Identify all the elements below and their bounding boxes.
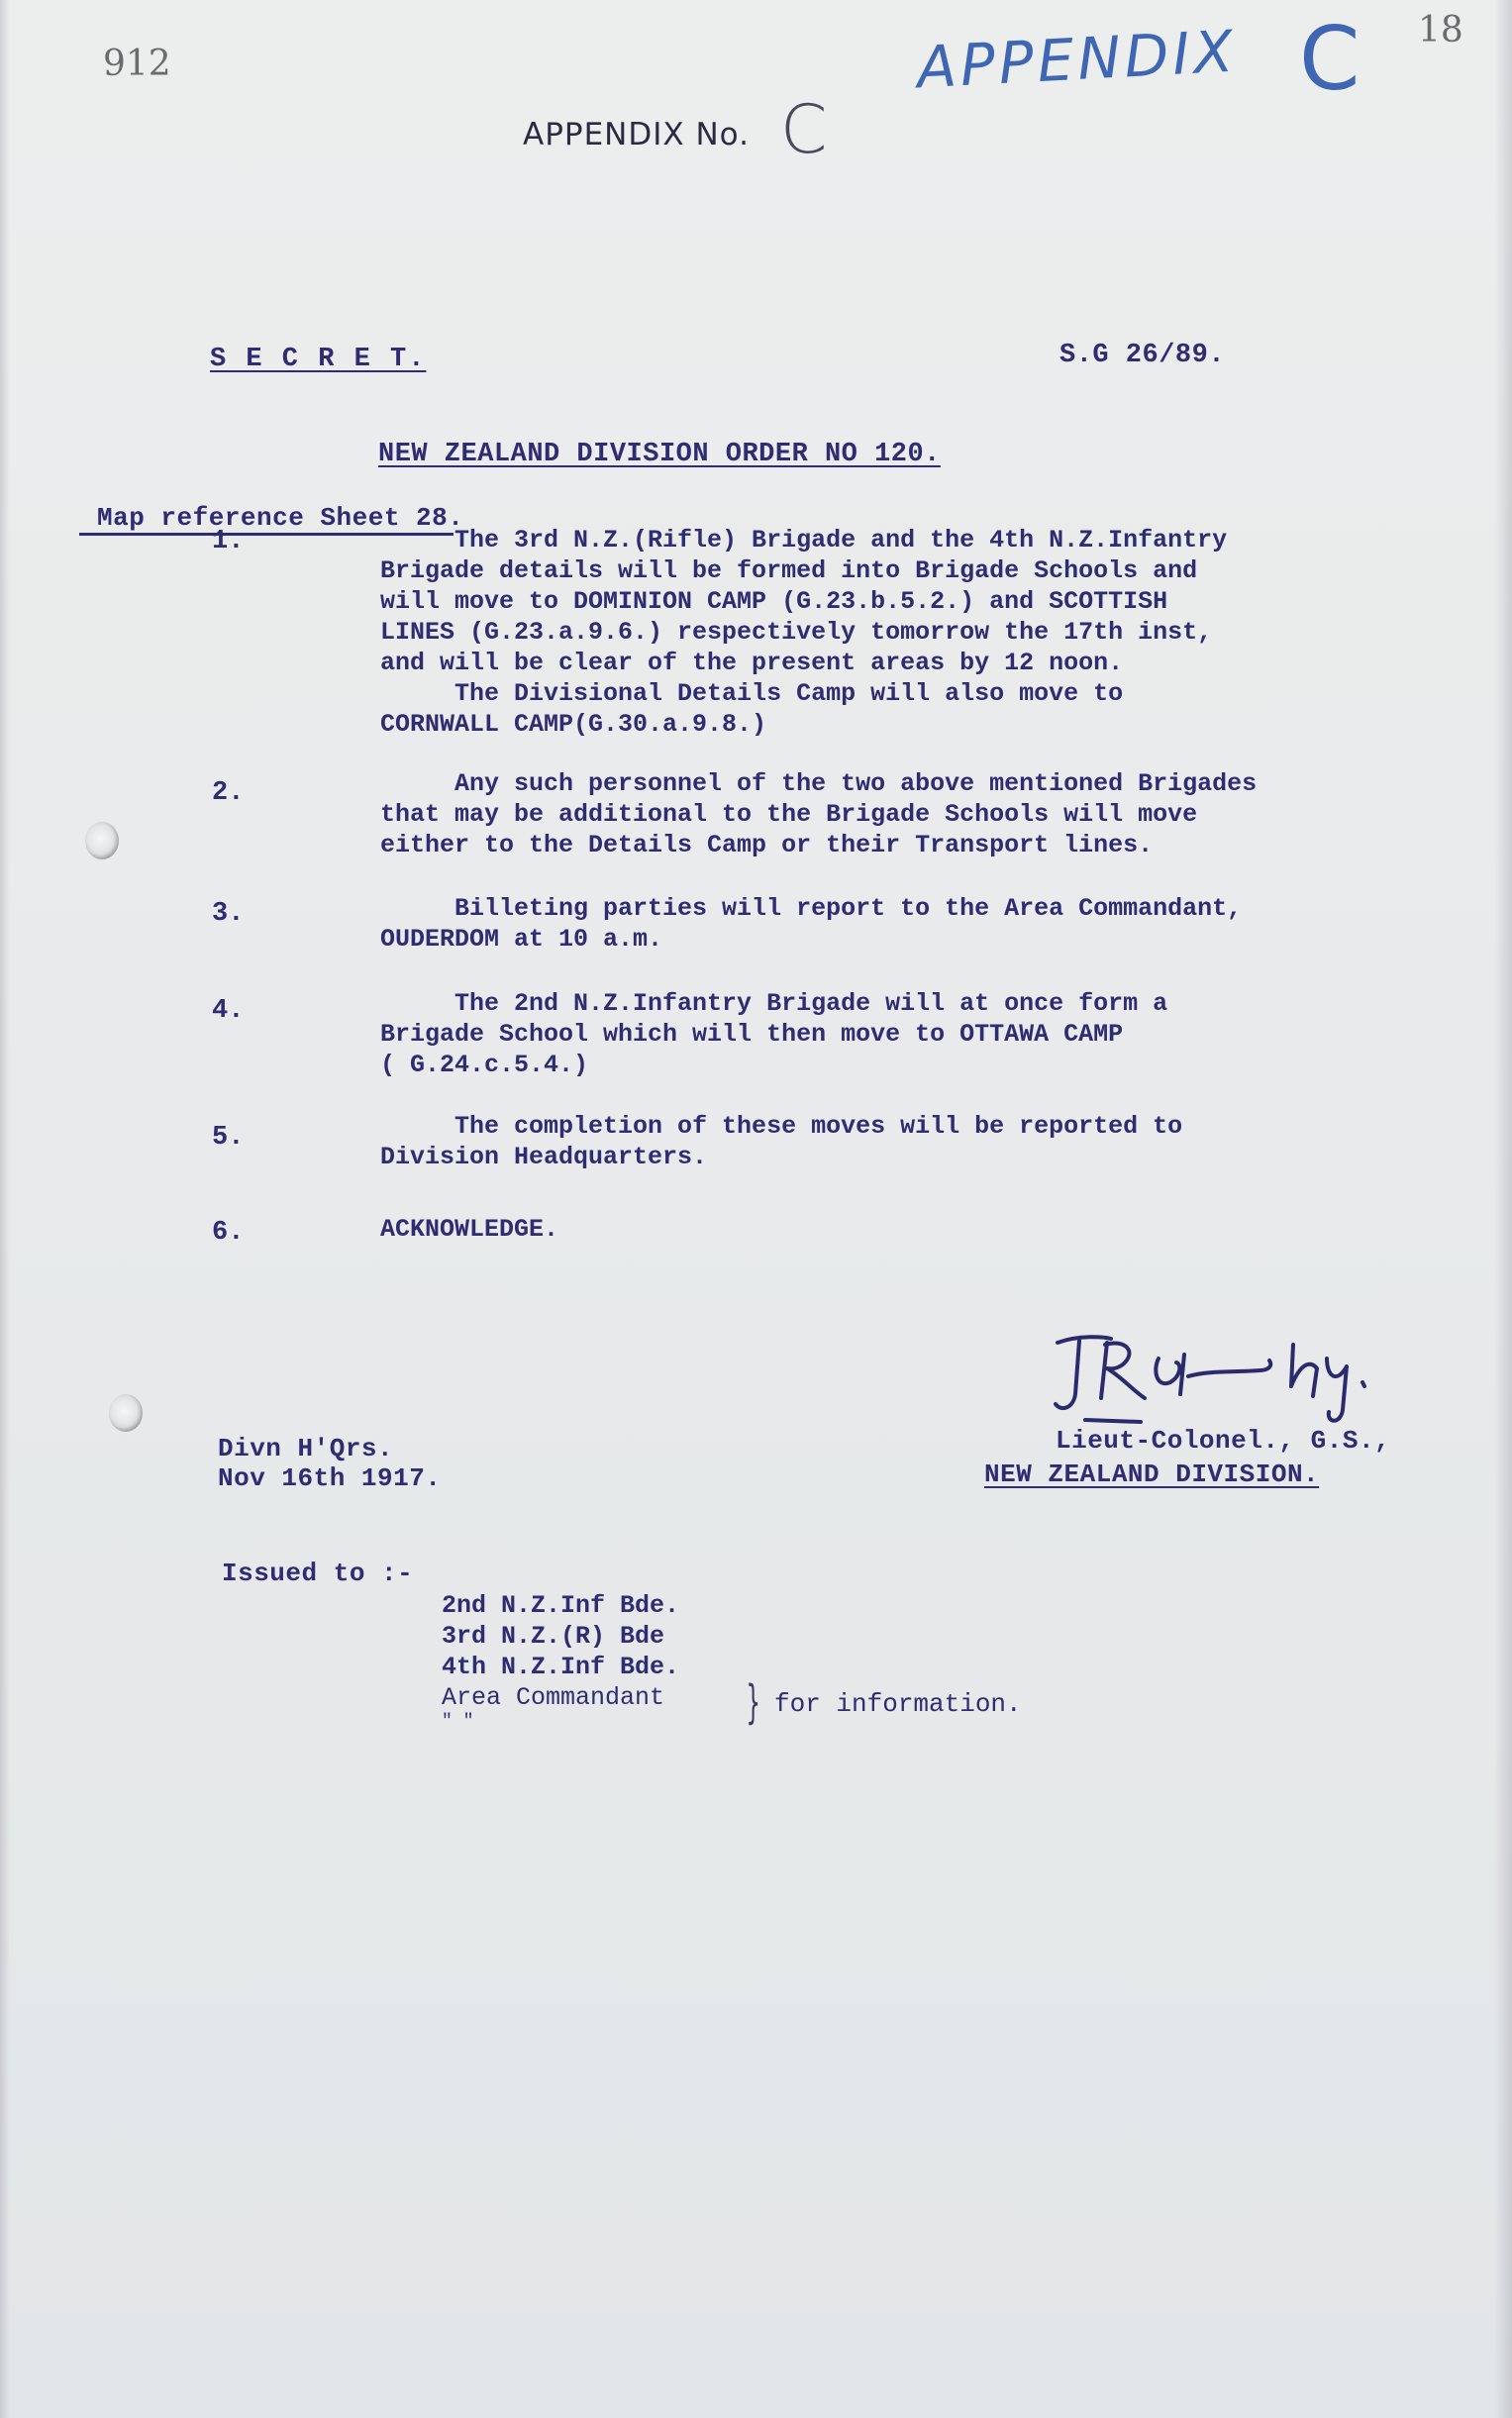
- distribution-list: [442, 1590, 679, 1731]
- paragraph-line: ACKNOWLEDGE.: [380, 1215, 559, 1244]
- paragraph-line: will move to DOMINION CAMP (G.23.b.5.2.) and SCOTTISH: [380, 587, 1168, 616]
- folio-number-left: 912: [103, 44, 171, 84]
- signature: [1050, 1325, 1406, 1434]
- paragraph-line: OUDERDOM at 10 a.m.: [380, 925, 663, 954]
- signatory-unit: NEW ZEALAND DIVISION.: [984, 1460, 1320, 1489]
- paragraph-line: Brigade School which will then move to OTTAWA CAMP: [380, 1020, 1124, 1049]
- paragraph-line: Billeting parties will report to the Area Commandant,: [380, 894, 1243, 923]
- paragraph-number: 6.: [212, 1218, 245, 1248]
- handwritten-appendix-letter: C: [1299, 8, 1361, 110]
- paragraph-4: [380, 988, 1450, 1080]
- headquarters-label: Divn H'Qrs.: [218, 1434, 394, 1463]
- order-title: NEW ZEALAND DIVISION ORDER NO 120.: [378, 440, 941, 469]
- paragraph-line: ( G.24.c.5.4.): [380, 1051, 589, 1079]
- paragraph-number: 5.: [212, 1123, 245, 1153]
- paragraph-5: [380, 1111, 1450, 1172]
- punch-hole: [109, 1394, 143, 1432]
- paragraph-1: [380, 525, 1450, 740]
- paragraph-number: 4.: [212, 996, 245, 1026]
- bracket-icon: }: [746, 1675, 760, 1729]
- handwritten-appendix-label: APPENDIX: [915, 17, 1239, 102]
- paragraph-line: either to the Details Camp or their Transport lines.: [380, 831, 1154, 859]
- distribution-recipient: 2nd N.Z.Inf Bde.: [442, 1591, 680, 1620]
- paragraph-line: and will be clear of the present areas by 12 noon.: [380, 649, 1124, 677]
- paragraph-line: Brigade details will be formed into Brigade Schools and: [380, 556, 1198, 585]
- paragraph-3: [380, 893, 1450, 955]
- distribution-recipient: Area Commandant: [442, 1683, 665, 1712]
- paragraph-line: Division Headquarters.: [380, 1143, 708, 1171]
- paragraph-line: Any such personnel of the two above mentioned Brigades: [380, 769, 1258, 798]
- signatory-rank: Lieut-Colonel., G.S.,: [1056, 1426, 1391, 1456]
- paragraph-line: CORNWALL CAMP(G.30.a.9.8.): [380, 710, 767, 739]
- paragraph-2: [380, 768, 1450, 860]
- paragraph-number: 2.: [212, 778, 245, 808]
- bracket-note: for information.: [774, 1689, 1022, 1719]
- paragraph-line: The 2nd N.Z.Infantry Brigade will at once form a: [380, 989, 1168, 1018]
- map-reference: Map reference Sheet 28.: [97, 503, 464, 533]
- page-edge-left: [0, 0, 10, 2418]
- page-edge-right: [1494, 0, 1512, 2418]
- signature-icon: [1050, 1325, 1406, 1434]
- appendix-number-label: APPENDIX No.: [523, 117, 750, 152]
- paragraph-line: LINES (G.23.a.9.6.) respectively tomorrow the 17th inst,: [380, 618, 1213, 647]
- distribution-heading: Issued to :-: [222, 1559, 414, 1588]
- paragraph-6: [380, 1214, 1450, 1245]
- paragraph-line: that may be additional to the Brigade Schools will move: [380, 800, 1198, 829]
- distribution-recipient: " ": [442, 1712, 474, 1732]
- paragraph-number: 1.: [212, 527, 245, 556]
- issue-date: Nov 16th 1917.: [218, 1463, 442, 1493]
- classification-label: S E C R E T.: [210, 345, 427, 374]
- distribution-recipient: 4th N.Z.Inf Bde.: [442, 1653, 680, 1681]
- paragraph-line: The 3rd N.Z.(Rifle) Brigade and the 4th N.Z.Infantry: [380, 526, 1228, 554]
- folio-number-right: 18: [1418, 10, 1463, 50]
- paragraph-line: The Divisional Details Camp will also move to: [380, 679, 1124, 708]
- punch-hole: [85, 822, 119, 859]
- paragraph-line: The completion of these moves will be reported to: [380, 1112, 1183, 1141]
- document-reference: S.G 26/89.: [1059, 341, 1226, 370]
- distribution-recipient: 3rd N.Z.(R) Bde: [442, 1622, 665, 1651]
- paragraph-number: 3.: [212, 899, 245, 929]
- appendix-letter: C: [780, 91, 828, 169]
